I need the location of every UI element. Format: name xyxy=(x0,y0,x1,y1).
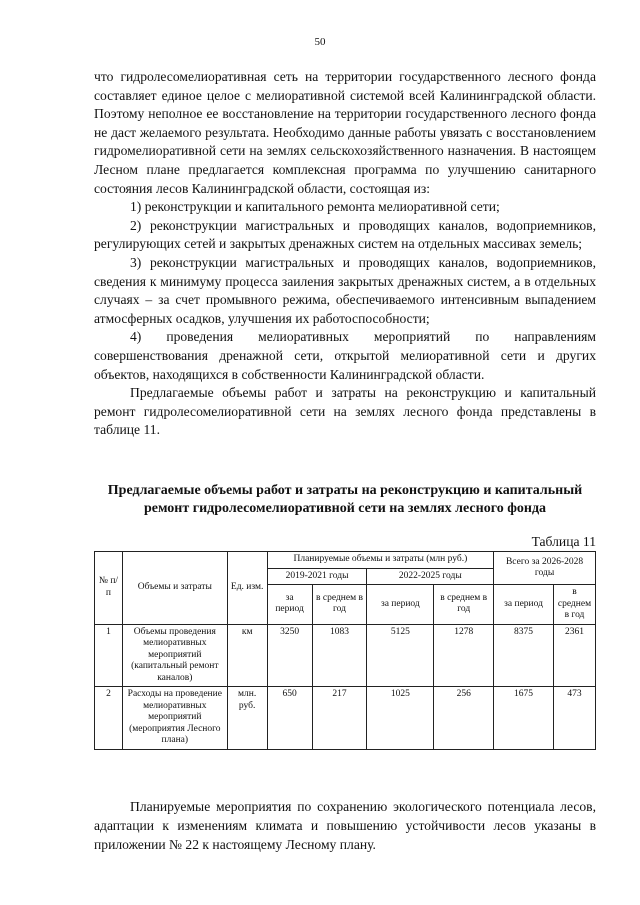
cell-value: 2361 xyxy=(553,624,595,687)
cell-value: 1083 xyxy=(312,624,367,687)
header-period-1: 2019-2021 годы xyxy=(267,568,367,585)
cell-value: 3250 xyxy=(267,624,312,687)
header-per-period: за период xyxy=(267,585,312,625)
cell-name: Объемы проведения мелиоративных мероприятий (капитальный ремонт каналов) xyxy=(122,624,227,687)
works-table xyxy=(94,551,596,750)
cell-value: 5125 xyxy=(367,624,434,687)
list-item-1: 1) реконструкции и капитального ремонта мелиоративной сети; xyxy=(130,199,500,215)
table-number: Таблица 11 xyxy=(531,534,596,549)
cell-unit: км xyxy=(227,624,267,687)
table-row xyxy=(95,624,596,687)
header-per-year: в среднем в год xyxy=(434,585,494,625)
header-unit: Ед. изм. xyxy=(227,552,267,625)
cell-num: 2 xyxy=(95,687,123,750)
list-item-3: 3) реконструкции магистральных и проводящих каналов, водоприемников, сведения к минимуму процесса заиления закрытых дренажных систем, а в отдельных случаях – за счет промывного режима, обеспечиваемого интенсивным выпадением атмосферных осадков, улучшения их работоспособности; xyxy=(94,254,596,326)
list-item-2: 2) реконструкции магистральных и проводящих каналов, водоприемников, регулирующих сетей и закрытых дренажных систем на отдельных массивах земель; xyxy=(94,217,596,252)
intro-paragraph: что гидролесомелиоративная сеть на территории государственного лесного фонда составляет единое целое с мелиоративной системой всей Калининградской области. Поэтому неполное ее восстановление на территории государственного лесного фонда не даст желаемого результата. Необходимо данные работы увязать с восстановлением гидромелиоративной сети на землях сельскохозяйственного назначения. В настоящем Лесном плане предлагается комплексная программа по улучшению санитарного состояния лесов Калининградской области, состоящая из: xyxy=(94,69,596,196)
header-planned: Планируемые объемы и затраты (млн руб.) xyxy=(267,552,494,569)
cell-num: 1 xyxy=(95,624,123,687)
cell-name: Расходы на проведение мелиоративных мероприятий (мероприятия Лесного плана) xyxy=(122,687,227,750)
cell-value: 217 xyxy=(312,687,367,750)
intro-text xyxy=(94,68,596,440)
header-num: № п/п xyxy=(95,552,123,625)
header-per-year: в среднем в год xyxy=(312,585,367,625)
cell-value: 1025 xyxy=(367,687,434,750)
header-per-period: за период xyxy=(367,585,434,625)
header-total: Всего за 2026-2028 годы xyxy=(494,552,596,585)
cell-value: 1278 xyxy=(434,624,494,687)
closing-paragraph: Планируемые мероприятия по сохранению экологического потенциала лесов, адаптации к изменениям климата и повышению устойчивости лесов указаны в приложении № 22 к настоящему Лесному плану. xyxy=(94,799,596,852)
table-reference-paragraph: Предлагаемые объемы работ и затраты на реконструкцию и капитальный ремонт гидролесомелиоративной сети на землях лесного фонда представлены в таблице 11. xyxy=(94,385,596,438)
table-title: Предлагаемые объемы работ и затраты на реконструкцию и капитальный ремонт гидролесомелиоративной сети на землях лесного фонда xyxy=(107,483,583,516)
header-period-2: 2022-2025 годы xyxy=(367,568,494,585)
header-per-period: за период xyxy=(494,585,554,625)
table-row xyxy=(95,687,596,750)
list-item-4: 4) проведения мелиоративных мероприятий по направлениям совершенствования дренажной сети, открытой мелиоративной сети и других объектов, находящихся в собственности Калининградской области. xyxy=(94,329,596,382)
cell-value: 650 xyxy=(267,687,312,750)
cell-value: 1675 xyxy=(494,687,554,750)
cell-value: 473 xyxy=(553,687,595,750)
cell-value: 256 xyxy=(434,687,494,750)
header-per-year: в среднем в год xyxy=(553,585,595,625)
header-row-1 xyxy=(95,552,596,569)
cell-unit: млн. руб. xyxy=(227,687,267,750)
header-name: Объемы и затраты xyxy=(122,552,227,625)
page-number: 50 xyxy=(314,36,326,48)
cell-value: 8375 xyxy=(494,624,554,687)
